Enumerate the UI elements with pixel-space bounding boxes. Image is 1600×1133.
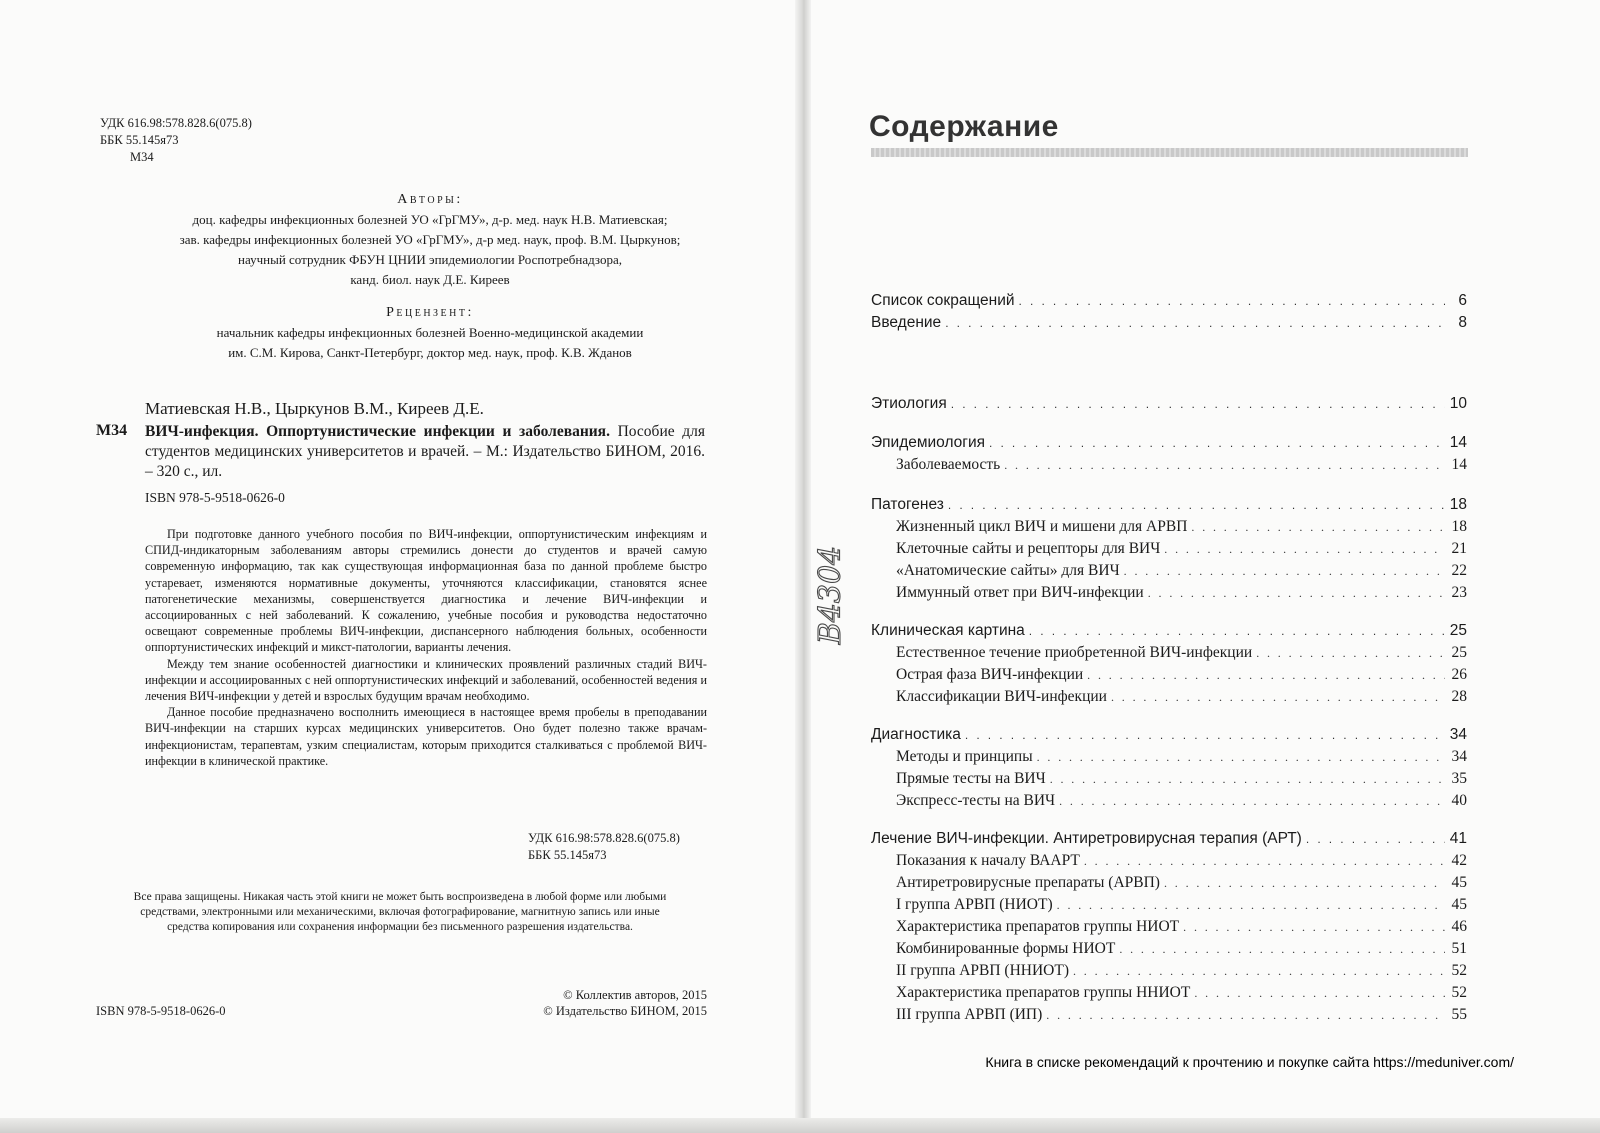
toc-entry-label: Классификации ВИЧ-инфекции <box>896 688 1107 705</box>
toc-entry-page: 45 <box>1451 874 1467 891</box>
toc-entry-page: 34 <box>1449 726 1467 743</box>
toc-entry-label: Методы и принципы <box>896 748 1033 765</box>
toc-leader-dots <box>1046 1008 1445 1023</box>
toc-entry <box>871 874 1467 892</box>
author-line: зав. кафедры инфекционных болезней УО «ГрГМУ», д-р мед. наук, проф. В.М. Цыркунов; <box>179 232 681 247</box>
toc-entry <box>871 852 1467 870</box>
toc-leader-dots <box>1057 898 1445 913</box>
toc-leader-dots <box>1148 586 1445 601</box>
toc-entry <box>871 496 1467 514</box>
toc-entry <box>871 726 1467 744</box>
toc-entry-label: Антиретровирусные препараты (АРВП) <box>896 874 1160 891</box>
reviewer-line: начальник кафедры инфекционных болезней Военно-медицинской академии <box>216 325 644 340</box>
toc-leader-dots <box>1050 772 1445 787</box>
toc-entry <box>871 770 1467 788</box>
copyright-authors: © Коллектив авторов, 2015 <box>563 988 707 1002</box>
toc-entry <box>871 666 1467 684</box>
toc-entry-page: 14 <box>1451 456 1467 473</box>
toc-entry <box>871 562 1467 580</box>
toc-leader-dots <box>1004 458 1445 473</box>
toc-entry-page: 18 <box>1449 496 1467 513</box>
reference-code: М34 <box>96 422 128 439</box>
toc-entry <box>871 940 1467 958</box>
toc-entry-page: 22 <box>1451 562 1467 579</box>
toc-entry-page: 45 <box>1451 896 1467 913</box>
toc-entry-page: 34 <box>1451 748 1467 765</box>
toc-leader-dots <box>945 316 1445 330</box>
toc-leader-dots <box>1306 832 1445 846</box>
toc-entry <box>871 292 1467 310</box>
toc-entry-page: 42 <box>1451 852 1467 869</box>
toc-leader-dots <box>1073 964 1445 979</box>
toc-entry <box>871 644 1467 662</box>
author-mark: М34 <box>130 150 154 164</box>
toc-entry-label: III группа АРВП (ИП) <box>896 1006 1043 1023</box>
toc-leader-dots <box>1256 646 1445 661</box>
toc-entry-label: Комбинированные формы НИОТ <box>896 940 1116 957</box>
right-page <box>811 0 1600 1133</box>
toc-entry <box>871 792 1467 810</box>
annotation-paragraph: Между тем знание особенностей диагностики и клинических проявлений различных стадий ВИЧ-инфекции и ассоциированных с ней оппортунистических инфекций и заболеваний, особенностей ведения и лечения ВИЧ-инфекции у детей и взрослых будущим врачам необходимо. <box>145 656 707 704</box>
toc-entry-label: Иммунный ответ при ВИЧ-инфекции <box>896 584 1144 601</box>
toc-entry-label: Эпидемиология <box>871 434 985 451</box>
toc-entry-label: Клеточные сайты и рецепторы для ВИЧ <box>896 540 1161 557</box>
toc-entry-label: Этиология <box>871 395 947 412</box>
udk-code: УДК 616.98:578.828.6(075.8) <box>528 831 680 845</box>
toc-entry-page: 14 <box>1449 434 1467 451</box>
toc-entry-label: Клиническая картина <box>871 622 1025 639</box>
toc-entry-page: 51 <box>1451 940 1467 957</box>
annotation-paragraph: При подготовке данного учебного пособия по ВИЧ-инфекции, оппортунистическим инфекциям и СПИД-индикаторным заболеваниям авторы стремились донести до студентов и врачей самую современную информацию, так как существующая информационная база по данной проблеме быстро устаревает, изменяются нормативные документы, уточняются классификации, становятся яснее патогенетические механизмы, совершенствуется диагностика и лечение ВИЧ-инфекции и ассоциированных с ней заболеваний. К сожалению, учебные пособия и руководства недостаточно освещают современные проблемы ВИЧ-инфекции, диспансерного наблюдения больных, особенности оппортунистических инфекций и микст-патологии, варианты лечения. <box>145 527 707 655</box>
toc-entry <box>871 748 1467 766</box>
toc-entry-page: 10 <box>1449 395 1467 412</box>
toc-entry-label: Введение <box>871 314 942 331</box>
toc-entry-label: Патогенез <box>871 496 944 513</box>
toc-leader-dots <box>1124 564 1445 579</box>
udk-block-bottom <box>528 830 680 864</box>
toc-entry-page: 40 <box>1451 792 1467 809</box>
toc-entry-label: Диагностика <box>871 726 961 743</box>
toc-leader-dots <box>1059 794 1445 809</box>
toc-entry-page: 52 <box>1451 962 1467 979</box>
toc-entry-label: Показания к началу ВААРТ <box>896 852 1080 869</box>
toc-entry <box>871 918 1467 936</box>
toc-entry <box>871 896 1467 914</box>
reviewer-line: им. С.М. Кирова, Санкт-Петербург, доктор мед. наук, проф. К.В. Жданов <box>228 345 632 360</box>
toc-entry <box>871 688 1467 706</box>
toc-entry-page: 25 <box>1449 622 1467 639</box>
toc-leader-dots <box>1087 668 1445 683</box>
toc-leader-dots <box>1119 942 1445 957</box>
reference-description <box>145 422 705 482</box>
toc-leader-dots <box>1019 294 1445 308</box>
reviewer-block <box>60 303 800 363</box>
toc-entry-page: 18 <box>1451 518 1467 535</box>
toc-leader-dots <box>1037 750 1445 765</box>
toc-entry-label: Лечение ВИЧ-инфекции. Антиретровирусная терапия (АРТ) <box>871 830 1302 847</box>
toc-entry <box>871 540 1467 558</box>
toc-entry-label: Естественное течение приобретенной ВИЧ-инфекции <box>896 644 1253 661</box>
toc-entry-page: 46 <box>1451 918 1467 935</box>
toc-entry-label: Характеристика препаратов группы ННИОТ <box>896 984 1191 1001</box>
toc-entry-page: 21 <box>1451 540 1467 557</box>
reviewer-heading: Рецензент: <box>386 305 474 320</box>
reference-authors: Матиевская Н.В., Цыркунов В.М., Киреев Д.Е. <box>145 399 484 418</box>
toc-entry <box>871 962 1467 980</box>
toc-entry-page: 8 <box>1458 314 1467 331</box>
toc-entry-label: Острая фаза ВИЧ-инфекции <box>896 666 1084 683</box>
toc-entry <box>871 518 1467 536</box>
copyright-publisher: © Издательство БИНОМ, 2015 <box>543 1004 707 1018</box>
toc-entry-label: Жизненный цикл ВИЧ и мишени для АРВП <box>896 518 1188 535</box>
toc-entry-page: 41 <box>1449 830 1467 847</box>
authors-block <box>60 190 800 290</box>
title-underline <box>871 148 1468 157</box>
book-gutter <box>795 0 811 1133</box>
isbn-bottom: ISBN 978-5-9518-0626-0 <box>96 1004 226 1018</box>
toc-leader-dots <box>1164 542 1445 557</box>
toc-entry <box>871 830 1467 848</box>
toc-entry-page: 28 <box>1451 688 1467 705</box>
author-line: канд. биол. наук Д.Е. Киреев <box>350 272 510 287</box>
toc-entry-label: I группа АРВП (НИОТ) <box>896 896 1053 913</box>
toc-entry-label: Экспресс-тесты на ВИЧ <box>896 792 1056 809</box>
toc-entry <box>871 622 1467 640</box>
toc-entry-page: 26 <box>1451 666 1467 683</box>
toc-entry <box>871 314 1467 332</box>
toc-entry <box>871 434 1467 452</box>
author-line: научный сотрудник ФБУН ЦНИИ эпидемиологии Роспотребнадзора, <box>238 252 622 267</box>
reference-title: ВИЧ-инфекция. Оппортунистические инфекции и заболевания. <box>145 423 610 440</box>
toc-leader-dots <box>1194 986 1445 1001</box>
isbn: ISBN 978-5-9518-0626-0 <box>145 490 285 505</box>
toc-leader-dots <box>951 397 1445 411</box>
toc-entry-page: 25 <box>1451 644 1467 661</box>
toc-entry-label: Заболеваемость <box>896 456 1001 473</box>
bbk-code: ББК 55.145я73 <box>100 133 179 147</box>
toc-leader-dots <box>948 498 1445 512</box>
left-page <box>0 0 795 1133</box>
toc-entry-label: Прямые тесты на ВИЧ <box>896 770 1046 787</box>
toc-entry-label: «Анатомические сайты» для ВИЧ <box>896 562 1120 579</box>
author-line: доц. кафедры инфекционных болезней УО «ГрГМУ», д-р. мед. наук Н.В. Матиевская; <box>192 212 668 227</box>
bbk-code: ББК 55.145я73 <box>528 848 607 862</box>
toc-leader-dots <box>1029 624 1445 638</box>
toc-entry-page: 23 <box>1451 584 1467 601</box>
authors-heading: Авторы: <box>397 192 463 207</box>
toc-leader-dots <box>1164 876 1445 891</box>
toc-entry-page: 35 <box>1451 770 1467 787</box>
rights-notice: Все права защищены. Никакая часть этой книги не может быть воспроизведена в любой форме или любыми средствами, электронными или механическими, включая фотографирование, магнитную запись или иные средства копирования или сохранения информации без письменного разрешения издательства. <box>133 891 667 934</box>
toc-leader-dots <box>1191 520 1445 535</box>
toc-title: Содержание <box>869 110 1059 143</box>
toc-entry <box>871 584 1467 602</box>
annotation <box>145 526 707 769</box>
toc-entry-page: 55 <box>1451 1006 1467 1023</box>
toc-entry <box>871 456 1467 474</box>
handwritten-stamp <box>811 530 851 660</box>
udk-block-top <box>100 115 252 166</box>
toc-entry-page: 52 <box>1451 984 1467 1001</box>
toc-leader-dots <box>1111 690 1445 705</box>
reference-details: Пособие для студентов медицинских университетов и врачей. – М.: Издательство БИНОМ, 2016. – 320 с., ил. <box>145 423 705 480</box>
toc-entry <box>871 1006 1467 1024</box>
toc-entry <box>871 984 1467 1002</box>
toc-entry-label: II группа АРВП (ННИОТ) <box>896 962 1069 979</box>
toc-entry-label: Характеристика препаратов группы НИОТ <box>896 918 1180 935</box>
copyright-block <box>460 987 707 1019</box>
footer-note: Книга в списке рекомендаций к прочтению и покупке сайта https://meduniver.com/ <box>985 1054 1514 1070</box>
toc-entry-page: 6 <box>1458 292 1467 309</box>
toc-leader-dots <box>989 436 1445 450</box>
page-bottom-edge <box>0 1118 1600 1133</box>
toc-leader-dots <box>1084 854 1445 869</box>
annotation-paragraph: Данное пособие предназначено восполнить имеющиеся в настоящее время пробелы в преподавании ВИЧ-инфекции на старших курсах медицинских университетов. Оно будет полезно также врачам-инфекционистам, терапевтам, узким специалистам, которым приходится сталкиваться с проблемой ВИЧ-инфекции в клинической практике. <box>145 705 707 768</box>
toc-leader-dots <box>1183 920 1445 935</box>
toc-entry-label: Список сокращений <box>871 292 1015 309</box>
toc-entry <box>871 395 1467 413</box>
udk-code: УДК 616.98:578.828.6(075.8) <box>100 116 252 130</box>
toc-leader-dots <box>965 728 1445 742</box>
stamp-text: В4304 <box>813 545 848 645</box>
